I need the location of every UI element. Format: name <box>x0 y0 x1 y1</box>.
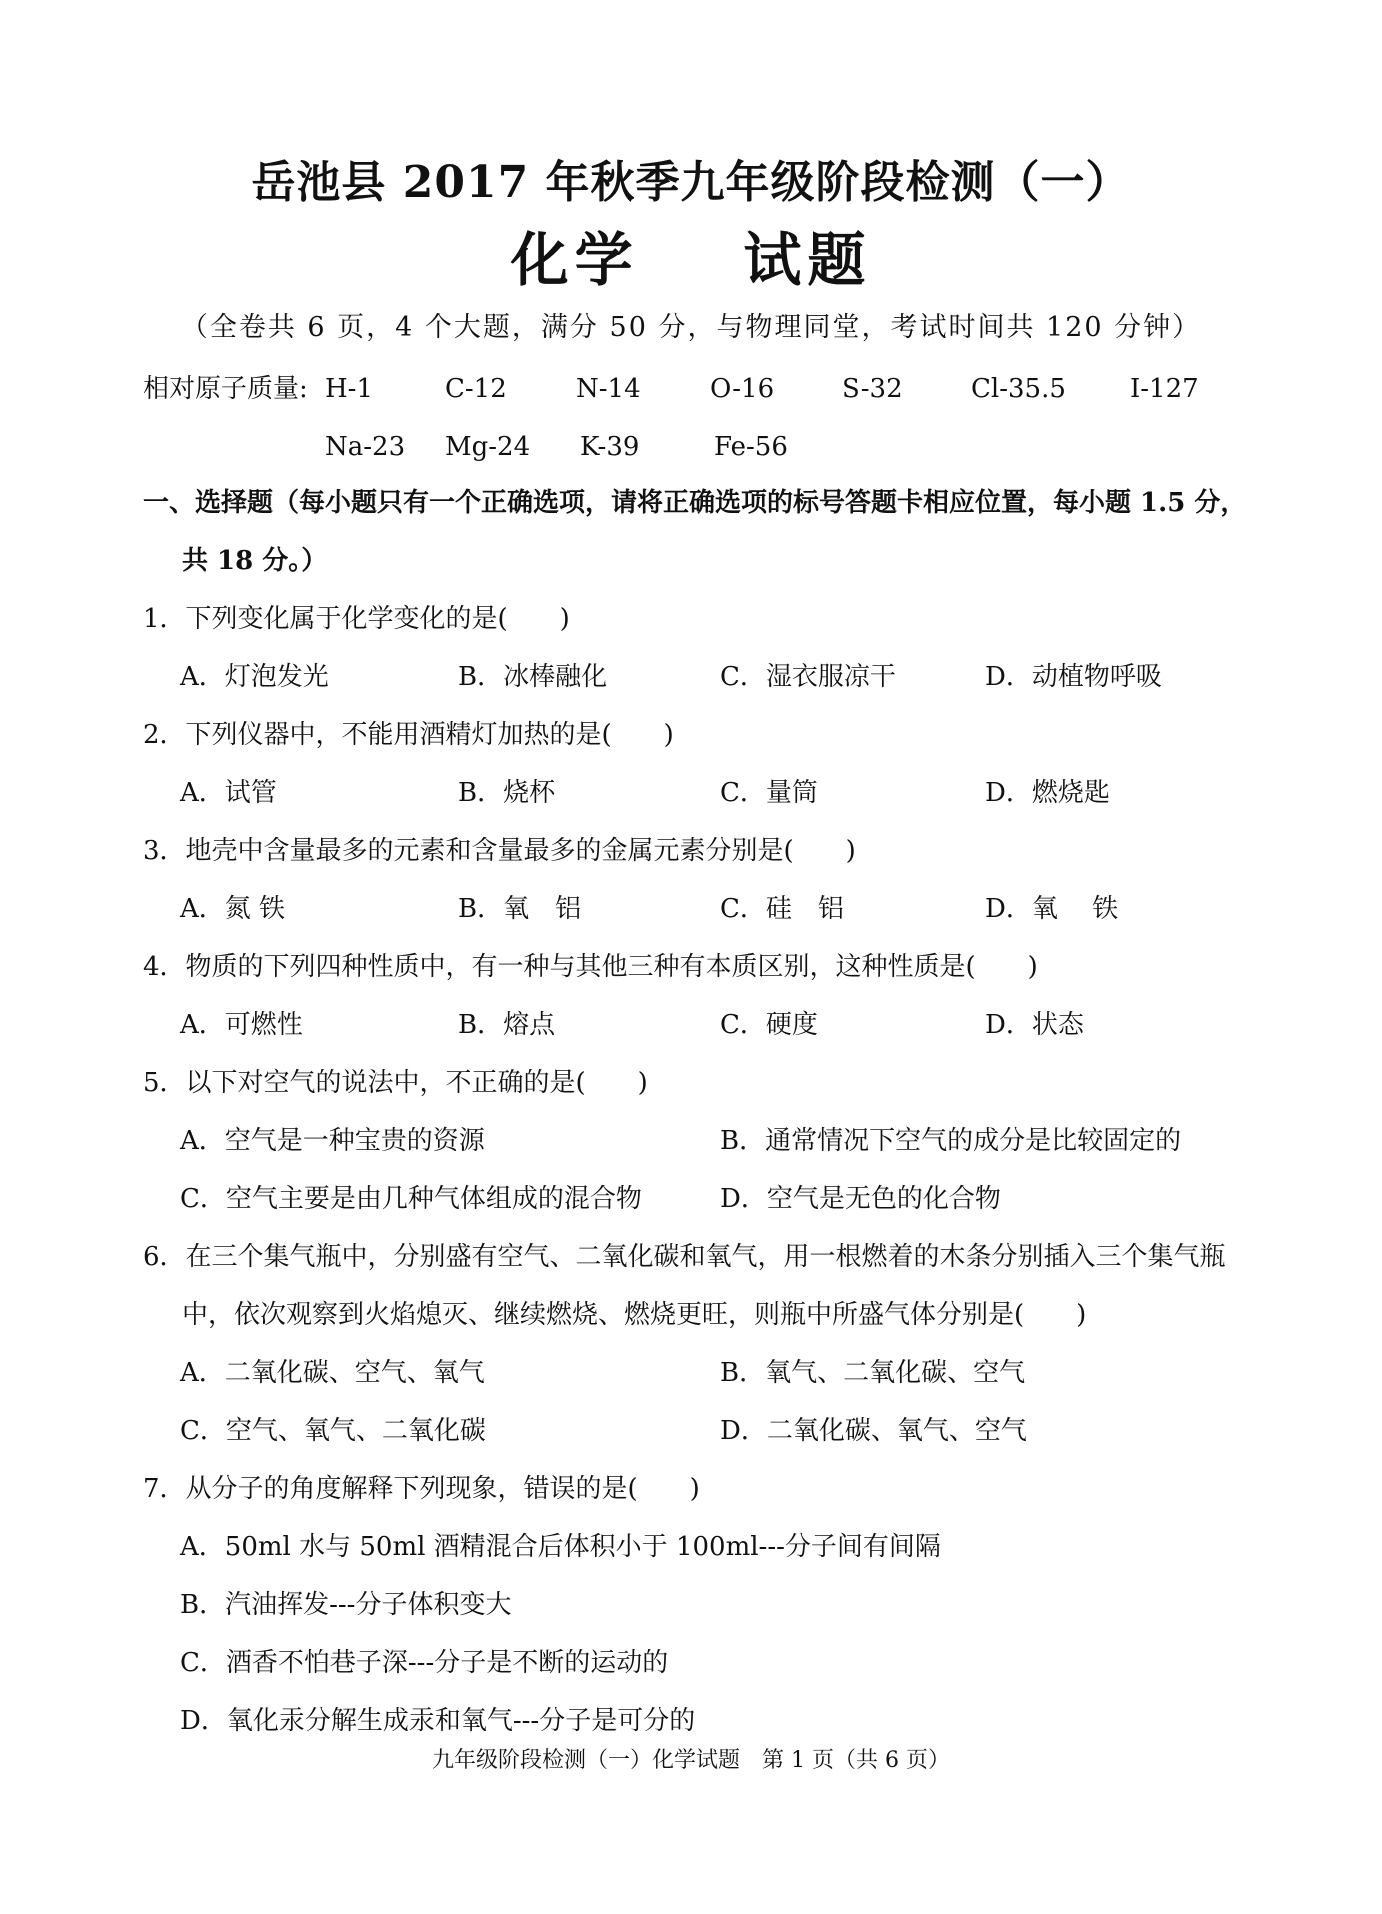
q2-option-d: D．燃烧匙 <box>985 778 1110 808</box>
q2-option-c: C．量筒 <box>720 778 818 808</box>
q3-option-c: C．硅 铝 <box>720 894 844 924</box>
atomic-mass-item: Na-23 <box>325 432 406 462</box>
q1-option-b: B．冰棒融化 <box>458 662 608 692</box>
q6-option-c: C．空气、氧气、二氧化碳 <box>180 1416 486 1446</box>
atomic-mass-item: S-32 <box>842 374 903 404</box>
atomic-mass-item: Fe-56 <box>714 432 788 462</box>
q2-option-a: A．试管 <box>180 778 277 808</box>
q5-option-a: A．空气是一种宝贵的资源 <box>180 1126 485 1156</box>
q3-option-a: A．氮 铁 <box>180 894 286 924</box>
q2-option-b: B．烧杯 <box>458 778 556 808</box>
atomic-mass-item: Cl-35.5 <box>971 374 1066 404</box>
q7-option-d: D．氧化汞分解生成汞和氧气---分子是可分的 <box>180 1706 696 1736</box>
atomic-mass-item: I-127 <box>1130 374 1199 404</box>
question-4-stem: 4．物质的下列四种性质中，有一种与其他三种有本质区别，这种性质是( ) <box>143 952 1038 982</box>
question-6-stem: 6．在三个集气瓶中，分别盛有空气、二氧化碳和氧气，用一根燃着的木条分别插入三个集气瓶 <box>143 1242 1226 1272</box>
q3-option-d: D．氧 铁 <box>985 894 1119 924</box>
question-5-stem: 5．以下对空气的说法中，不正确的是( ) <box>143 1068 648 1098</box>
question-7-stem: 7．从分子的角度解释下列现象，错误的是( ) <box>143 1474 700 1504</box>
q6-option-b: B．氧气、二氧化碳、空气 <box>720 1358 1026 1388</box>
q7-option-a: A．50ml 水与 50ml 酒精混合后体积小于 100ml---分子间有间隔 <box>180 1532 941 1562</box>
q7-option-b: B．汽油挥发---分子体积变大 <box>180 1590 512 1620</box>
q1-option-c: C．湿衣服凉干 <box>720 662 896 692</box>
section-heading-cont: 共 18 分。） <box>182 546 328 576</box>
subject-title: 化学 试题 <box>510 226 872 294</box>
question-1-stem: 1．下列变化属于化学变化的是( ) <box>143 604 570 634</box>
q7-option-c: C．酒香不怕巷子深---分子是不断的运动的 <box>180 1648 669 1678</box>
q1-option-d: D．动植物呼吸 <box>985 662 1162 692</box>
atomic-mass-item: K-39 <box>580 432 640 462</box>
atomic-mass-item: O-16 <box>710 374 775 404</box>
q4-option-b: B．熔点 <box>458 1010 556 1040</box>
question-3-stem: 3．地壳中含量最多的元素和含量最多的金属元素分别是( ) <box>143 836 856 866</box>
q1-option-a: A．灯泡发光 <box>180 662 329 692</box>
q4-option-c: C．硬度 <box>720 1010 818 1040</box>
q5-option-b: B．通常情况下空气的成分是比较固定的 <box>720 1126 1182 1156</box>
atomic-mass-item: H-1 <box>325 374 374 404</box>
q4-option-a: A．可燃性 <box>180 1010 303 1040</box>
question-2-stem: 2．下列仪器中，不能用酒精灯加热的是( ) <box>143 720 674 750</box>
q5-option-d: D．空气是无色的化合物 <box>720 1184 1001 1214</box>
question-6-stem-cont: 中，依次观察到火焰熄灭、继续燃烧、燃烧更旺，则瓶中所盛气体分别是( ) <box>182 1300 1087 1330</box>
q4-option-d: D．状态 <box>985 1010 1084 1040</box>
page-footer: 九年级阶段检测（一）化学试题 第 1 页（共 6 页） <box>432 1748 950 1773</box>
atomic-mass-item: N-14 <box>576 374 641 404</box>
exam-title: 岳池县 2017 年秋季九年级阶段检测（一） <box>251 157 1131 208</box>
atomic-mass-label: 相对原子质量: <box>143 374 308 404</box>
section-heading: 一、选择题（每小题只有一个正确选项，请将正确选项的标号答题卡相应位置，每小题 1.5 分， <box>143 488 1247 518</box>
q6-option-d: D．二氧化碳、氧气、空气 <box>720 1416 1027 1446</box>
q3-option-b: B．氧 铝 <box>458 894 582 924</box>
exam-note: （全卷共 6 页，4 个大题，满分 50 分，与物理同堂，考试时间共 120 分钟） <box>180 312 1202 343</box>
atomic-mass-item: Mg-24 <box>445 432 531 462</box>
q6-option-a: A．二氧化碳、空气、氧气 <box>180 1358 485 1388</box>
q5-option-c: C．空气主要是由几种气体组成的混合物 <box>180 1184 642 1214</box>
atomic-mass-item: C-12 <box>445 374 507 404</box>
